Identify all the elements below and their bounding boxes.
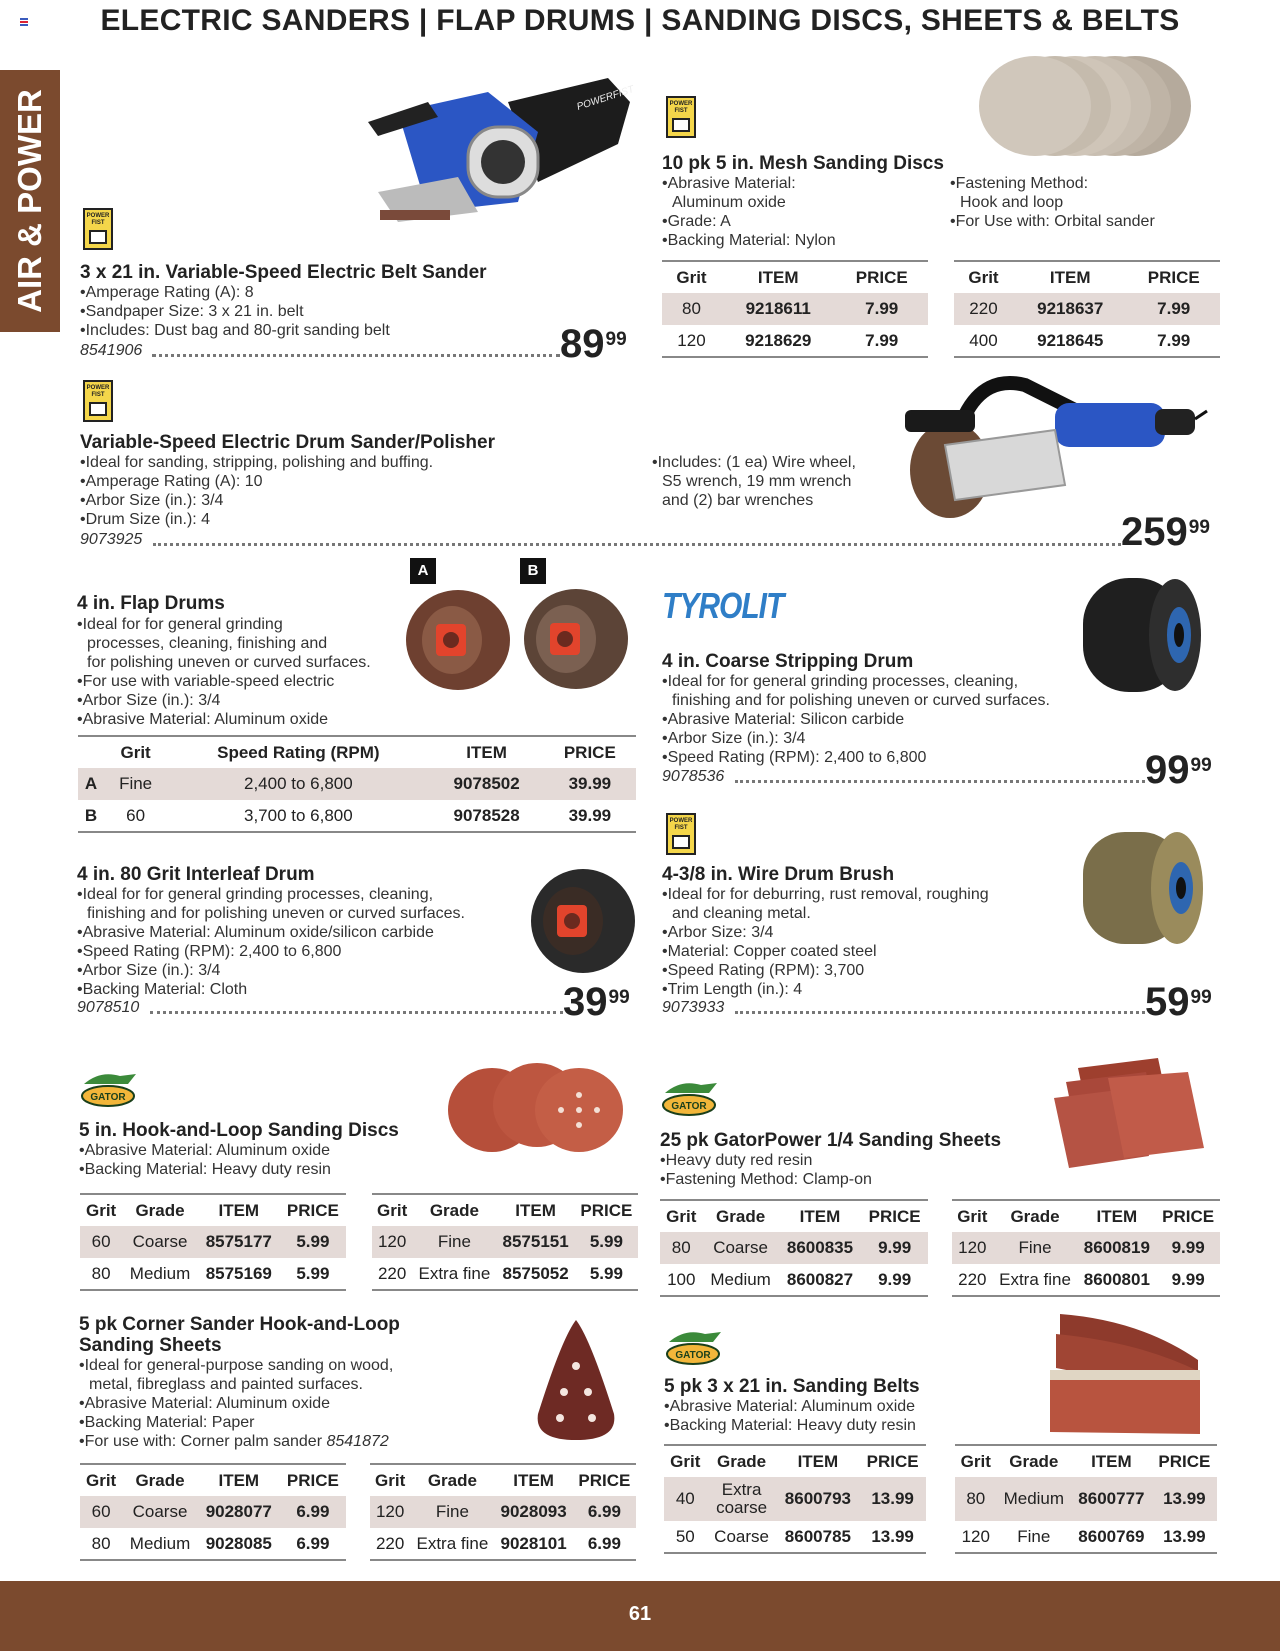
mesh-discs-image	[975, 54, 1193, 158]
interleaf-drum-name: 4 in. 80 Grit Interleaf Drum	[77, 864, 315, 885]
section-tab-label: AIR & POWER	[11, 89, 48, 313]
table-row: 120 9218629 7.99	[662, 325, 928, 357]
stripping-drum-price: $99^{99}$	[1145, 748, 1212, 792]
drum-sander-image	[905, 375, 1210, 525]
table-row: 120 Fine 8600819 9.99	[952, 1232, 1220, 1264]
drum-sander-price: $259^{99}$	[1121, 510, 1210, 554]
flap-drums-table: Grit Speed Rating (RPM) ITEM PRICE A Fine 2,400 to 6,800 9078502 39.99 B 60 3,700 to 6,800 9078528 39.99	[78, 735, 636, 833]
page-footer	[0, 1581, 1280, 1651]
table-row: 120 Fine 8575151 5.99	[372, 1226, 638, 1258]
belt-sander-price: $89^{99}$	[560, 322, 627, 366]
belt-sander-sku: 8541906	[80, 342, 143, 359]
section-tab	[0, 70, 60, 332]
badge-a: A	[410, 558, 436, 584]
drum-sander-sku: 9073925	[80, 531, 143, 548]
flap-drums-name: 4 in. Flap Drums	[77, 593, 225, 614]
table-row: 220 Extra fine 8600801 9.99	[952, 1264, 1220, 1296]
product-brand-mark: POWERFIST	[575, 84, 636, 113]
gator-sheets-name: 25 pk GatorPower 1/4 Sanding Sheets	[660, 1130, 1002, 1151]
table-row: 80 Medium 8600777 13.99	[955, 1477, 1217, 1521]
drum-sander-includes: •Includes: (1 ea) Wire wheel, S5 wrench, 19 mm wrench and (2) bar wrenches	[652, 454, 856, 509]
table-row: 120 Fine 8600769 13.99	[955, 1521, 1217, 1553]
gator-sheets-table-left: Grit Grade ITEM PRICE 80 Coarse 8600835 9.99 100 Medium 8600827 9.99	[660, 1199, 928, 1297]
svg-text:GATOR: GATOR	[671, 1101, 707, 1112]
sanding-belts-specs: •Abrasive Material: Aluminum oxide •Backing Material: Heavy duty resin	[664, 1398, 916, 1434]
svg-text:GATOR: GATOR	[675, 1350, 711, 1361]
table-row: 400 9218645 7.99	[954, 325, 1220, 357]
wire-brush-specs: •Ideal for for deburring, rust removal, roughing and cleaning metal. •Arbor Size: 3/4 •Material: Copper coated steel •Speed Rating (RPM): 3,700 •Trim Length (in.): 4	[662, 886, 989, 998]
table-row: 220 Extra fine 8575052 5.99	[372, 1258, 638, 1290]
belt-sander-name: 3 x 21 in. Variable-Speed Electric Belt Sander	[80, 262, 487, 283]
power-fist-logo-icon: POWER FIST	[83, 380, 113, 422]
corner-sheets-table-right: Grit Grade ITEM PRICE 120 Fine 9028093 6.99 220 Extra fine 9028101 6.99	[370, 1463, 636, 1561]
mesh-discs-table-left: Grit ITEM PRICE 80 9218611 7.99 120 9218629 7.99	[662, 260, 928, 358]
wire-brush-name: 4-3/8 in. Wire Drum Brush	[662, 864, 895, 885]
corner-sheets-table-left: Grit Grade ITEM PRICE 60 Coarse 9028077 6.99 80 Medium 9028085 6.99	[80, 1463, 346, 1561]
belt-sander-image	[368, 72, 636, 230]
tyrolit-logo-icon: TYROLIT	[662, 586, 784, 627]
interleaf-drum-sku: 9078510	[77, 999, 140, 1016]
power-fist-logo-icon: POWER FIST	[666, 813, 696, 855]
badge-b: B	[520, 558, 546, 584]
sanding-belts-table-left: Grit Grade ITEM PRICE 40 Extra coarse 8600793 13.99 50 Coarse 8600785 13.99	[664, 1444, 926, 1554]
mesh-discs-specs-left: •Abrasive Material: Aluminum oxide •Grade: A •Backing Material: Nylon	[662, 175, 836, 249]
gator-logo-icon	[80, 1068, 140, 1108]
table-row: A Fine 2,400 to 6,800 9078502 39.99	[78, 768, 636, 800]
svg-text:GATOR: GATOR	[90, 1092, 126, 1103]
table-row: 100 Medium 8600827 9.99	[660, 1264, 928, 1296]
gator-logo-icon	[665, 1326, 725, 1366]
table-row: 80 9218611 7.99	[662, 293, 928, 325]
table-row: 80 Coarse 8600835 9.99	[660, 1232, 928, 1264]
table-row: 220 Extra fine 9028101 6.99	[370, 1528, 636, 1560]
mesh-discs-table-right: Grit ITEM PRICE 220 9218637 7.99 400 9218645 7.99	[954, 260, 1220, 358]
flap-drums-specs: •Ideal for for general grinding processes, cleaning, finishing and for polishing uneven or curved surfaces. •For use with variable-speed electric •Arbor Size (in.): 3/4 •Abrasive Material: Aluminum oxide	[77, 616, 371, 728]
stripping-drum-sku: 9078536	[662, 768, 725, 785]
gator-sheets-specs: •Heavy duty red resin •Fastening Method: Clamp-on	[660, 1152, 872, 1188]
interleaf-drum-specs: •Ideal for for general grinding processes, cleaning, finishing and for polishing uneven or curved surfaces. •Abrasive Material: Aluminum oxide/silicon carbide •Speed Rating (RPM): 2,400 to 6,800 •Arbor Size (in.): 3/4 •Backing Material: Cloth	[77, 886, 465, 998]
page-title: ELECTRIC SANDERS | FLAP DRUMS | SANDING DISCS, SHEETS & BELTS	[100, 4, 1180, 37]
leader-dots	[150, 1011, 563, 1014]
table-row: 120 Fine 9028093 6.99	[370, 1496, 636, 1528]
flap-drum-a-image	[404, 588, 512, 692]
flap-drum-b-image	[520, 586, 630, 692]
corner-sheets-specs: •Ideal for general-purpose sanding on wood, metal, fibreglass and painted surfaces. •Abrasive Material: Aluminum oxide •Backing Material: Paper •For use with: Corner palm sander 8541872	[79, 1357, 394, 1450]
gator-logo-icon	[661, 1077, 721, 1117]
drum-sander-specs: •Ideal for sanding, stripping, polishing and buffing. •Amperage Rating (A): 10 •Arbor Size (in.): 3/4 •Drum Size (in.): 4	[80, 454, 434, 528]
leader-dots	[152, 354, 560, 357]
table-row: 80 Medium 9028085 6.99	[80, 1528, 346, 1560]
hook-loop-discs-name: 5 in. Hook-and-Loop Sanding Discs	[79, 1120, 399, 1141]
power-fist-logo-icon: POWER FIST	[666, 96, 696, 138]
leader-dots	[735, 1011, 1145, 1014]
table-row: 220 9218637 7.99	[954, 293, 1220, 325]
interleaf-drum-price: $39^{99}$	[563, 980, 630, 1024]
stripping-drum-image	[1075, 572, 1205, 700]
page-number: 61	[628, 1603, 652, 1625]
power-fist-logo-icon: POWER FIST	[83, 208, 113, 250]
table-row: 80 Medium 8575169 5.99	[80, 1258, 346, 1290]
gator-sheets-table-right: Grit Grade ITEM PRICE 120 Fine 8600819 9.99 220 Extra fine 8600801 9.99	[952, 1199, 1220, 1297]
table-row: 50 Coarse 8600785 13.99	[664, 1521, 926, 1553]
sanding-belts-table-right: Grit Grade ITEM PRICE 80 Medium 8600777 13.99 120 Fine 8600769 13.99	[955, 1444, 1217, 1554]
table-row: 60 Coarse 9028077 6.99	[80, 1496, 346, 1528]
wire-brush-price: $59^{99}$	[1145, 980, 1212, 1024]
sanding-belts-name: 5 pk 3 x 21 in. Sanding Belts	[664, 1376, 920, 1397]
wire-brush-sku: 9073933	[662, 999, 725, 1016]
hook-loop-discs-table-left: Grit Grade ITEM PRICE 60 Coarse 8575177 5.99 80 Medium 8575169 5.99	[80, 1193, 346, 1291]
table-row: B 60 3,700 to 6,800 9078528 39.99	[78, 800, 636, 832]
hook-loop-discs-image	[447, 1055, 627, 1155]
corner-sheets-name: 5 pk Corner Sander Hook-and-Loop Sanding Sheets	[79, 1314, 400, 1356]
leader-dots	[735, 780, 1145, 783]
leader-dots	[153, 543, 1121, 546]
interleaf-drum-image	[527, 866, 637, 976]
drum-sander-name: Variable-Speed Electric Drum Sander/Polisher	[80, 432, 495, 453]
stripping-drum-specs: •Ideal for for general grinding processes, cleaning, finishing and for polishing uneven or curved surfaces. •Abrasive Material: Silicon carbide •Arbor Size (in.): 3/4 •Speed Rating (RPM): 2,400 to 6,800	[662, 673, 1050, 766]
wire-brush-image	[1075, 826, 1207, 950]
mesh-discs-name: 10 pk 5 in. Mesh Sanding Discs	[662, 153, 944, 174]
sanding-belts-image	[1040, 1310, 1210, 1438]
stripping-drum-name: 4 in. Coarse Stripping Drum	[662, 651, 914, 672]
hook-loop-discs-table-right: Grit Grade ITEM PRICE 120 Fine 8575151 5.99 220 Extra fine 8575052 5.99	[372, 1193, 638, 1291]
table-row: 40 Extra coarse 8600793 13.99	[664, 1477, 926, 1521]
table-row: 60 Coarse 8575177 5.99	[80, 1226, 346, 1258]
sanding-sheets-image	[1048, 1058, 1208, 1170]
mesh-discs-specs-right: •Fastening Method: Hook and loop •For Use with: Orbital sander	[950, 175, 1155, 230]
corner-sheet-image	[530, 1318, 622, 1444]
hook-loop-discs-specs: •Abrasive Material: Aluminum oxide •Backing Material: Heavy duty resin	[79, 1142, 331, 1178]
belt-sander-specs: •Amperage Rating (A): 8 •Sandpaper Size: 3 x 21 in. belt •Includes: Dust bag and 80-grit sanding belt	[80, 284, 390, 339]
